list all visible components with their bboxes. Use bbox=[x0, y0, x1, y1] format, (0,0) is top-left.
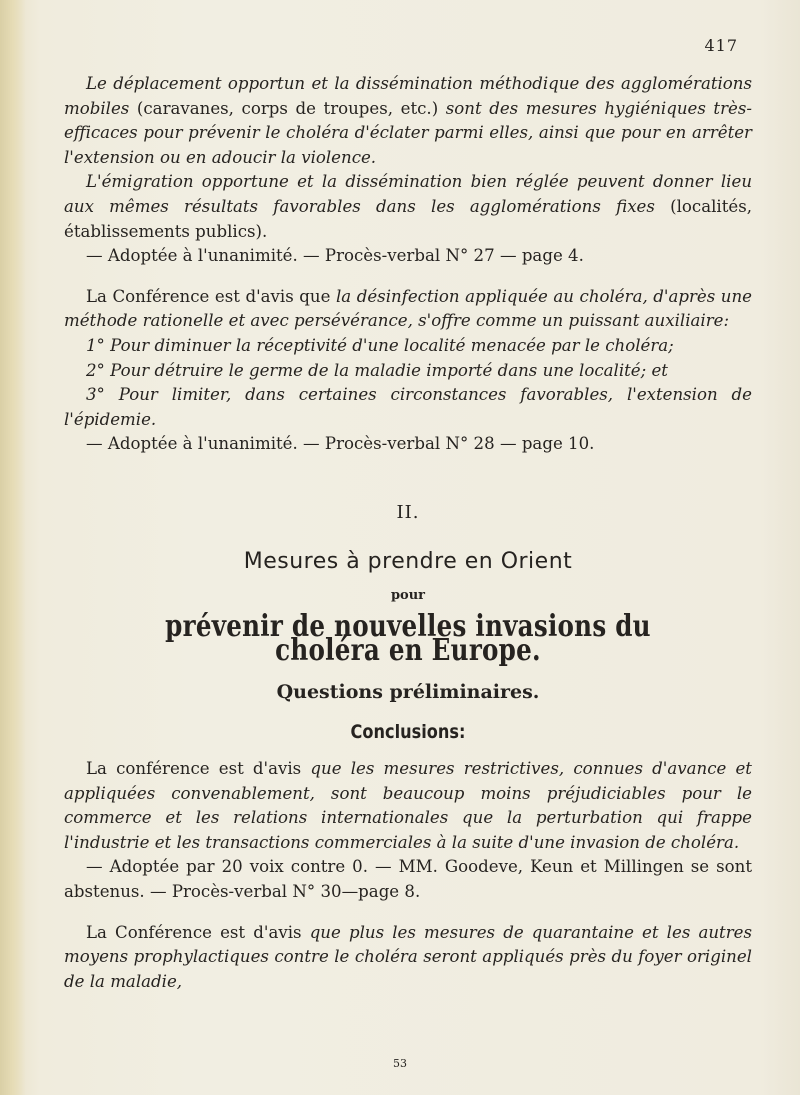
section-title: Mesures à prendre en Orient bbox=[243, 548, 573, 574]
paragraph-quarantaine bbox=[64, 921, 752, 995]
page-edge-shadow bbox=[0, 0, 26, 1095]
adoption-note: — Adoptée à l'unanimité. — Procès-verbal N° 28 — page 10. bbox=[86, 434, 595, 454]
text-italic: sont des mesures hygiéniques très-efficaces pour prévenir le choléra d'éclater parmi elles, ainsi que pour en arrêter l'extension ou en adoucir la violence. bbox=[64, 98, 752, 167]
paragraph-deplacement bbox=[64, 72, 752, 170]
document-body bbox=[64, 72, 752, 994]
section-subtitle: prévenir de nouvelles invasions du choléra en Europe. bbox=[165, 608, 651, 669]
text-roman: (localités, établissements publics). bbox=[64, 196, 752, 241]
paragraph-desinfection bbox=[64, 285, 752, 334]
text-italic: que plus les mesures de quarantaine et les autres moyens prophylactiques contre le choléra seront appliqués près du foyer originel de la maladie, bbox=[64, 922, 752, 991]
list-item-3: 3° Pour limiter, dans certaines circonstances favorables, l'extension de l'épidemie. bbox=[64, 385, 752, 429]
adoption-note: — Adoptée par 20 voix contre 0. — MM. Goodeve, Keun et Millingen se sont abstenus. — Procès-verbal N° 30—page 8. bbox=[64, 857, 752, 902]
paragraph-emigration bbox=[64, 170, 752, 244]
adoption-note: — Adoptée à l'unanimité. — Procès-verbal N° 27 — page 4. bbox=[86, 246, 584, 266]
text-roman: La conférence est d'avis bbox=[86, 759, 302, 779]
questions-heading: Questions préliminaires. bbox=[276, 680, 540, 703]
section-number: II. bbox=[396, 501, 420, 523]
section-pour: pour bbox=[390, 588, 426, 604]
text-italic: Le déplacement opportun et la dissémination méthodique des agglomérations mobiles bbox=[64, 74, 752, 118]
text-italic: que les mesures restrictives, connues d'avance et appliquées convenablement, sont beaucoup moins préjudiciables pour le commerce et les relations internationales que la perturbation qui frappe l'industrie et les transactions commerciales à la suite d'une invasion de choléra. bbox=[64, 759, 752, 852]
text-roman: La Conférence est d'avis bbox=[86, 922, 302, 942]
text-roman: La Conférence est d'avis que bbox=[86, 286, 331, 306]
text-roman: (caravanes, corps de troupes, etc.) bbox=[136, 98, 439, 118]
text-italic: L'émigration opportune et la dissémination bien réglée peuvent donner lieu aux mêmes résultats favorables dans les agglomérations fixes bbox=[64, 172, 752, 216]
list-item-1: 1° Pour diminuer la réceptivité d'une localité menacée par le choléra; bbox=[86, 335, 674, 355]
text-italic: la désinfection appliquée au choléra, d'après une méthode rationelle et avec persévérance, s'offre comme un puissant auxiliaire: bbox=[64, 286, 752, 331]
page-number: 417 bbox=[704, 36, 738, 55]
list-item-2: 2° Pour détruire le germe de la maladie importé dans une localité; et bbox=[86, 360, 668, 380]
conclusions-heading: Conclusions: bbox=[350, 721, 466, 744]
paragraph-mesures-restrictives bbox=[64, 757, 752, 855]
signature-mark: 53 bbox=[393, 1057, 407, 1070]
